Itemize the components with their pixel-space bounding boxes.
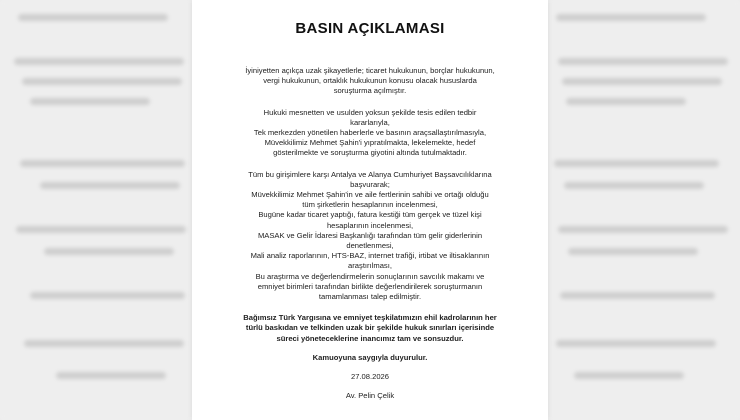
text-line: Bu araştırma ve değerlendirmelerin sonuçlarının savcılık makamı ve <box>255 271 485 281</box>
text-line: Müvekkilimiz Mehmet Şahin'i yıpratılmakta, lekelemekte, hedef <box>264 138 476 148</box>
text-line: Tüm bu girişimlere karşı Antalya ve Alanya Cumhuriyet Başsavcılıklarına <box>248 169 492 179</box>
paragraph-complaints <box>218 66 522 97</box>
document-body <box>218 66 522 401</box>
text-line: Bugüne kadar ticaret yaptığı, fatura kestiği tüm gerçek ve tüzel kişi <box>258 210 482 220</box>
text-line: İyiniyetten açıkça uzak şikayetlerle; ticaret hukukunun, borçlar hukukunun, <box>245 66 495 75</box>
text-line: araştırılması, <box>348 261 392 271</box>
text-line: Bağımsız Türk Yargısına ve emniyet teşkilatımızın ehil kadrolarının her <box>243 313 497 323</box>
document-title: BASIN AÇIKLAMASI <box>295 20 445 37</box>
text-line: tüm şirketlerin hesaplarının incelenmesi, <box>302 200 438 210</box>
text-line: Hukuki mesnetten ve usulden yoksun şekilde tesis edilen tedbir <box>263 107 477 117</box>
text-line: emniyet birimleri tarafından birlikte değerlendirilerek soruşturmanın <box>257 281 483 291</box>
blurred-background-left <box>0 0 192 420</box>
press-release-page <box>192 0 548 420</box>
text-line: kararlarıyla, <box>350 117 390 127</box>
text-line: Tek merkezden yönetilen haberlerle ve basının araçsallaştırılmasıyla, <box>253 128 487 138</box>
text-line: hesaplarının incelenmesi, <box>326 220 414 230</box>
text-line: türlü baskıdan ve telkinden uzak bir şekilde hukuk sınırları içerisinde <box>245 323 495 333</box>
blurred-background-right <box>548 0 740 420</box>
text-line: MASAK ve Gelir İdaresi Başkanlığı tarafından tüm gelir giderlerinin <box>257 230 483 240</box>
text-line: soruşturma açılmıştır. <box>333 86 407 96</box>
text-line: başvurarak; <box>350 179 390 189</box>
text-line: süreci yöneteceklerine inancımız tam ve sonsuzdur. <box>276 333 464 343</box>
paragraph-requests <box>218 170 522 303</box>
text-line: denetlenmesi, <box>346 241 394 251</box>
closing-line: Kamuoyuna saygıyla duyurulur. <box>312 352 428 362</box>
text-line: tamamlanması talep edilmiştir. <box>318 292 422 302</box>
signature: Av. Pelin Çelik <box>345 391 395 401</box>
paragraph-measures <box>218 108 522 159</box>
text-line: Müvekkilimiz Mehmet Şahin'in ve aile fertlerinin sahibi ve ortağı olduğu <box>251 190 489 200</box>
text-line: Mali analiz raporlarının, HTS-BAZ, internet trafiği, irtibat ve iltisaklarının <box>250 251 490 261</box>
paragraph-confidence <box>218 313 522 344</box>
text-line: gösterilmekte ve soruşturma giyotini altında tutulmaktadır. <box>273 148 467 158</box>
text-line: vergi hukukunun, ortaklık hukukunun konusu olacak hususlarda <box>263 76 477 86</box>
document-date: 27.08.2026 <box>350 372 389 382</box>
